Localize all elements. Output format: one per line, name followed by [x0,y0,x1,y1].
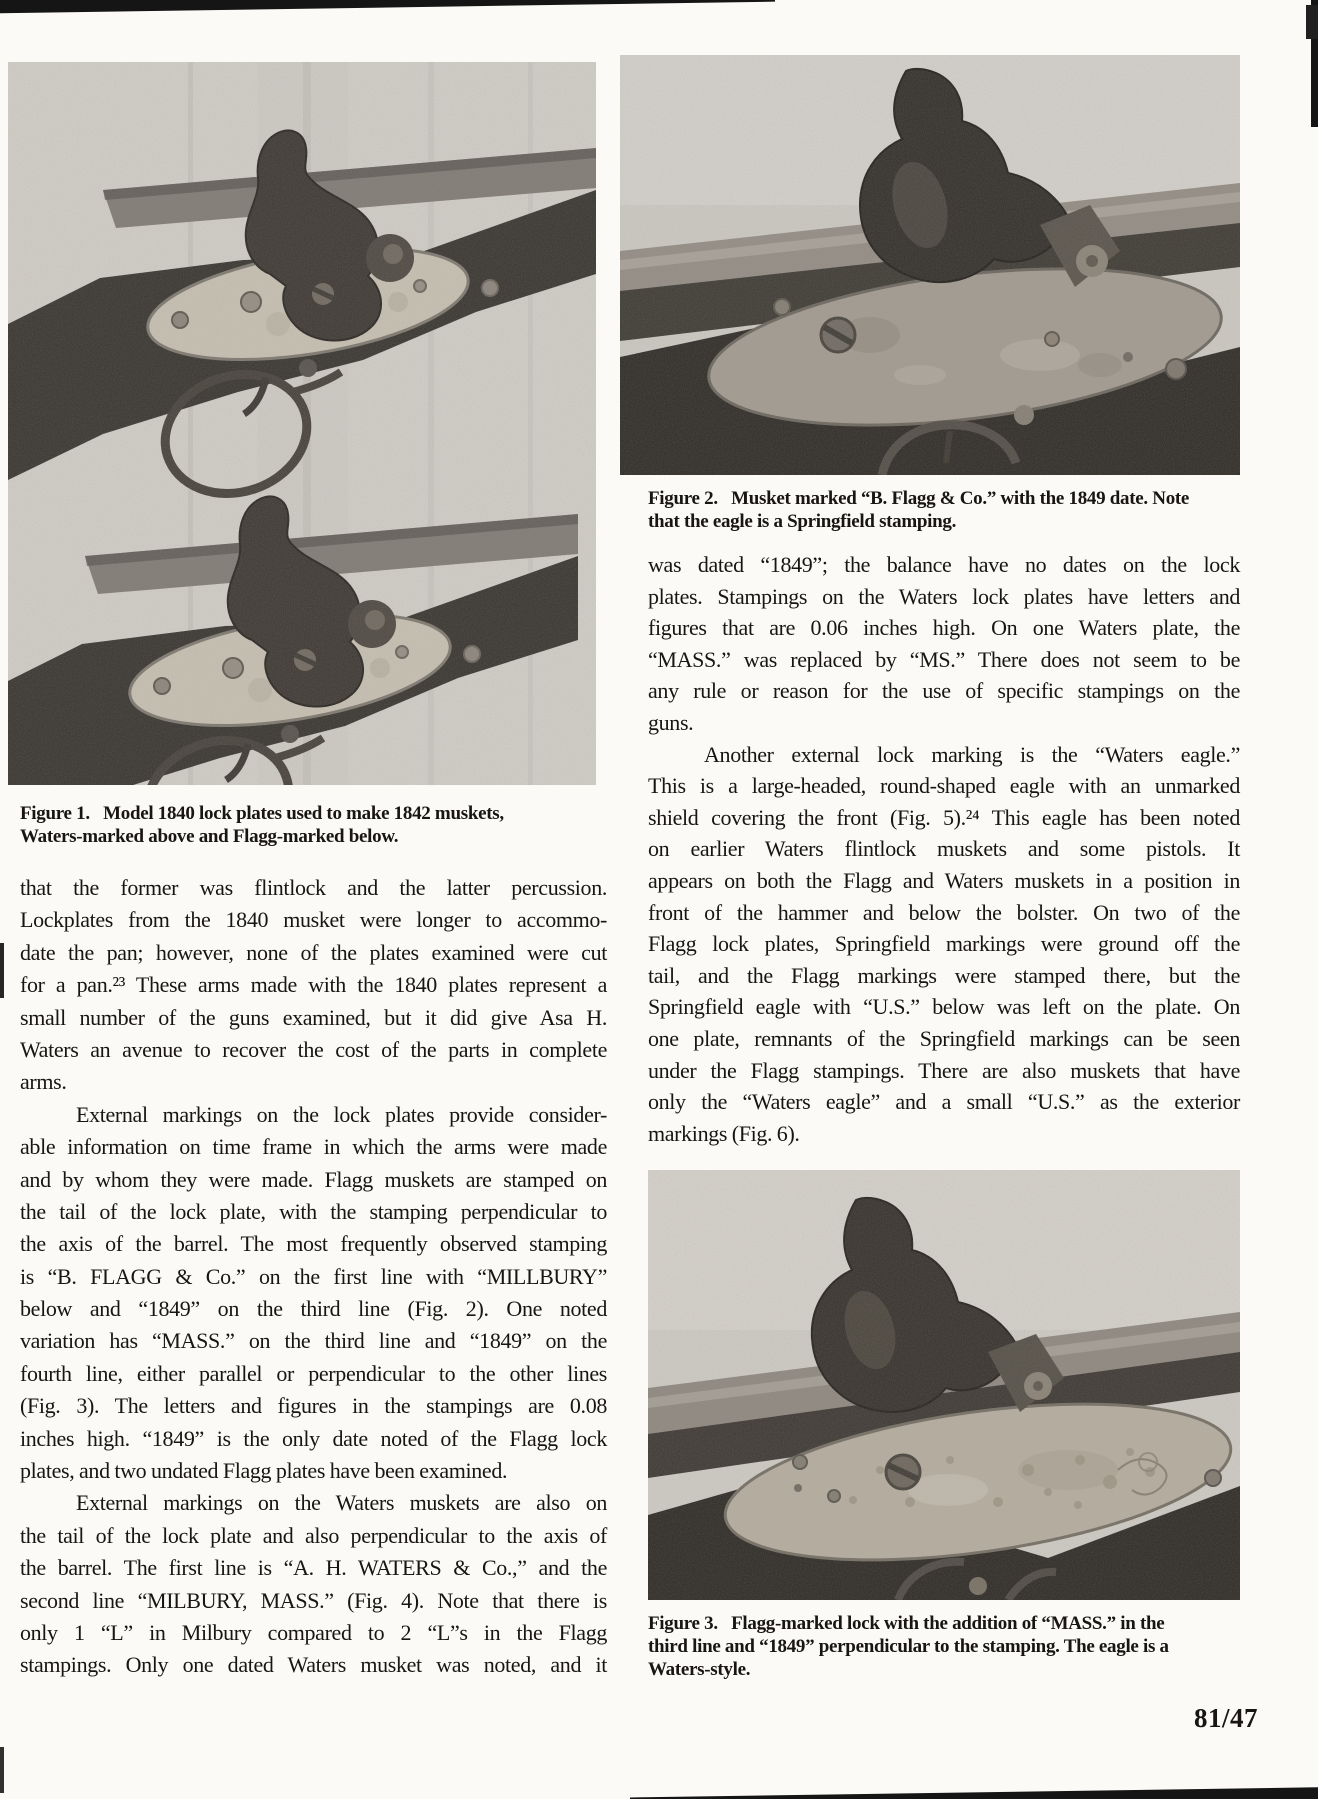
text-line: shield covering the front (Fig. 5).²⁴ This eagle has been noted [648,804,1240,830]
text-line: figures that are 0.06 inches high. On one Waters plate, the [648,615,1240,641]
text-line: “MASS.” was replaced by “MS.” There does not seem to be [648,646,1240,672]
text-line: guns. [648,709,694,735]
scan-edge-bottom [630,1786,1318,1799]
text-line: was dated “1849”; the balance have no dates on the lock [648,552,1240,577]
text-line: front of the hammer and below the bolster. On two of the [648,899,1240,925]
figure1-caption [20,802,600,848]
text-line: under the Flagg stampings. There are also muskets that have [648,1057,1240,1083]
text-line: the tail of the lock plate and also perpendicular to the axis of [20,1522,607,1548]
text-line: Another external lock marking is the “Waters eagle.” [704,741,1240,767]
text-line: Flagg lock plates, Springfield markings were ground off the [648,931,1240,957]
text-line: able information on time frame in which the arms were made [20,1134,607,1160]
text-line: fourth line, either parallel or perpendicular to the other lines [20,1360,607,1386]
text-line: Springfield eagle with “U.S.” below was left on the plate. On [648,994,1240,1020]
figure2-photo [620,55,1240,475]
scan-edge-top [0,0,775,14]
text-line: Waters-marked above and Flagg-marked below. [20,826,399,847]
figure3-caption [648,1612,1248,1681]
text-line: This is a large-headed, round-shaped eagle with an unmarked [648,773,1240,799]
flagg-musket-photo-illustration [620,55,1240,475]
text-line: only 1 “L” in Milbury compared to 2 “L”s in the Flagg [20,1619,607,1645]
flagg-marked-lock-photo-illustration [648,1170,1240,1600]
text-line: plates, and two undated Flagg plates have been examined. [20,1458,508,1484]
left-column-text [20,872,607,1682]
page-number: 81/47 [1193,1703,1258,1733]
text-line: the axis of the barrel. The most frequently observed stamping [20,1231,607,1257]
text-line: inches high. “1849” is the only date noted of the Flagg lock [20,1425,607,1451]
figure1-photo [8,62,596,785]
text-line: Waters an avenue to recover the cost of the parts in complete [20,1036,607,1062]
right-column-text [648,549,1240,1149]
text-line: Figure 2. Musket marked “B. Flagg & Co.” with the 1849 date. Note [648,488,1190,509]
text-line: only the “Waters eagle” and a small “U.S.” as the exterior [648,1089,1240,1115]
text-line: External markings on the Waters muskets are also on [76,1490,607,1516]
text-line: any rule or reason for the use of specific stampings on the [648,678,1240,704]
text-line: second line “MILBURY, MASS.” (Fig. 4). Note that there is [20,1587,607,1613]
text-line: arms. [20,1069,67,1095]
text-line: date the pan; however, none of the plates examined were cut [20,939,607,965]
text-line: External markings on the lock plates provide consider- [76,1101,607,1127]
text-line: appears on both the Flagg and Waters muskets in a position in [648,867,1240,893]
text-line: that the former was flintlock and the latter percussion. [20,875,607,900]
text-line: for a pan.²³ These arms made with the 1840 plates represent a [20,972,607,998]
text-line: Figure 1. Model 1840 lock plates used to make 1842 muskets, [20,803,504,824]
text-line: (Fig. 3). The letters and figures in the stampings are 0.08 [20,1393,607,1419]
figure3-photo [648,1170,1240,1600]
text-line: Lockplates from the 1840 musket were longer to accommo- [20,907,607,933]
musket-lock-photo-illustration [8,62,596,785]
text-line: below and “1849” on the third line (Fig. 2). One noted [20,1296,607,1322]
scan-edge-left-mark-2 [0,1747,4,1793]
text-line: variation has “MASS.” on the third line and “1849” on the [20,1328,607,1354]
text-line: and by whom they were made. Flagg muskets are stamped on [20,1166,607,1192]
text-line: markings (Fig. 6). [648,1120,800,1146]
text-line: on earlier Waters flintlock muskets and some pistols. It [648,836,1240,862]
text-line: stampings. Only one dated Waters musket was noted, and it [20,1652,607,1678]
text-line: small number of the guns examined, but it did give Asa H. [20,1004,607,1030]
scan-edge-left-mark [0,943,4,998]
text-line: the tail of the lock plate, with the stamping perpendicular to [20,1198,607,1224]
text-line: Figure 3. Flagg-marked lock with the addition of “MASS.” in the [648,1613,1165,1634]
text-line: plates. Stampings on the Waters lock plates have letters and [648,583,1240,609]
text-line: that the eagle is a Springfield stamping. [648,511,957,532]
figure2-caption [648,487,1248,533]
scan-edge-right-notch [1306,5,1318,39]
text-line: the barrel. The first line is “A. H. WATERS & Co.,” and the [20,1555,607,1581]
text-line: third line and “1849” perpendicular to the stamping. The eagle is a [648,1636,1169,1657]
text-line: is “B. FLAGG & Co.” on the first line with “MILLBURY” [20,1263,607,1289]
text-line: tail, and the Flagg markings were stamped there, but the [648,962,1240,988]
text-line: Waters-style. [648,1659,751,1680]
text-line: one plate, remnants of the Springfield markings can be seen [648,1025,1240,1051]
